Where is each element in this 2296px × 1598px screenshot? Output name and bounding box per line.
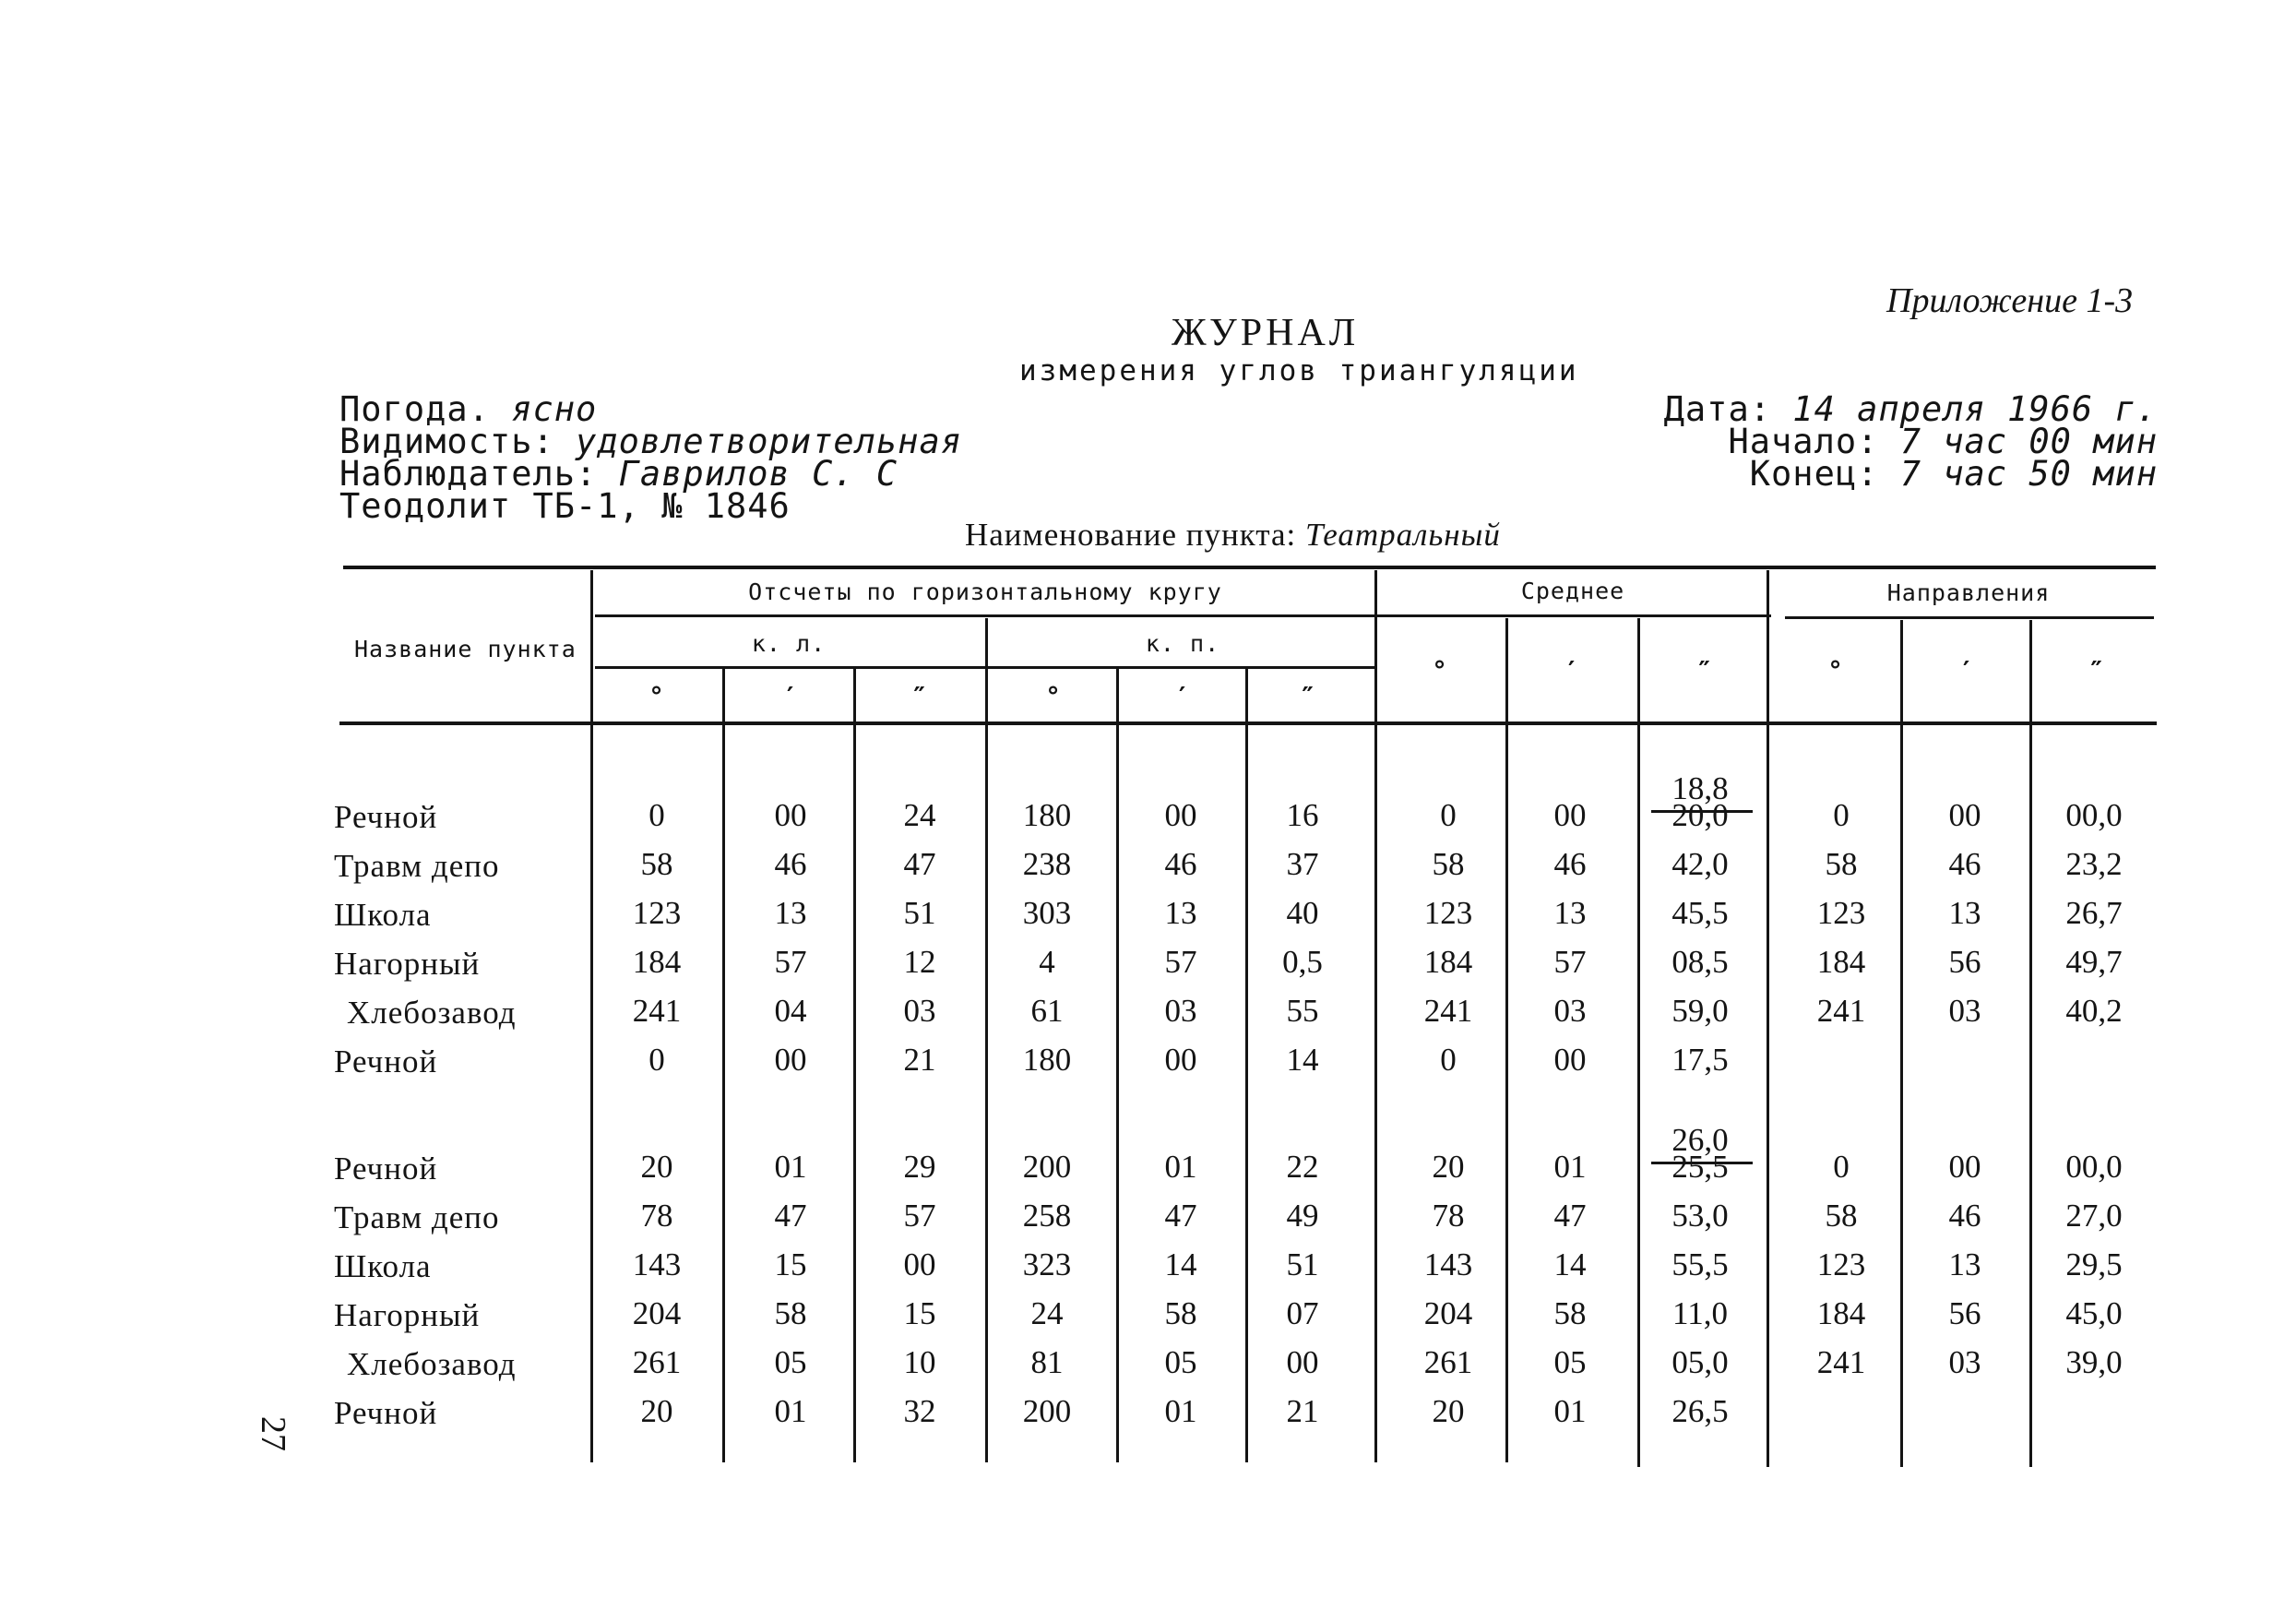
table-cell-kl-m: 46 — [774, 846, 807, 882]
table-cell-n-d: 123 — [1816, 895, 1866, 931]
table-cell-n-s: 00,0 — [2065, 1149, 2123, 1185]
table-cell-kl-s: 32 — [903, 1393, 936, 1429]
table-cell-n-d: 58 — [1825, 1198, 1858, 1234]
table-cell-m-m: 46 — [1553, 846, 1587, 882]
appendix-label: Приложение 1-3 — [1886, 281, 2134, 320]
column-rule — [1245, 669, 1248, 1462]
table-cell-m-s: 45,5 — [1671, 895, 1729, 931]
table-cell-n-s: 23,2 — [2065, 846, 2123, 882]
point-value: Театральный — [1305, 517, 1501, 553]
table-cell-m-s: 20,0 — [1671, 797, 1729, 833]
observer-value: Гаврилов С. С — [618, 454, 898, 494]
observer-label: Наблюдатель: — [339, 454, 598, 494]
table-cell-n-s: 39,0 — [2065, 1344, 2123, 1380]
visibility-label: Видимость: — [339, 422, 554, 461]
weather-value: ясно — [511, 389, 598, 429]
header-bottom-rule — [339, 721, 2157, 725]
table-cell-kp-m: 00 — [1164, 797, 1197, 833]
table-cell-kl-s: 24 — [903, 797, 936, 833]
table-cell-n-m: 56 — [1948, 1295, 1981, 1331]
table-cell-n-d: 184 — [1816, 944, 1866, 980]
point-name-cell: Речной — [334, 1395, 438, 1431]
table-cell-kl-m: 57 — [774, 944, 807, 980]
table-cell-kl-s: 47 — [903, 846, 936, 882]
table-cell-n-d: 241 — [1816, 1344, 1866, 1380]
column-rule — [853, 669, 856, 1462]
table-cell-kl-m: 15 — [774, 1246, 807, 1282]
column-rule — [1637, 618, 1640, 1467]
table-cell-m-m: 47 — [1553, 1198, 1587, 1234]
table-cell-kl-m: 00 — [774, 1042, 807, 1078]
point-name-cell: Хлебозавод — [347, 1346, 517, 1382]
table-cell-kp-m: 58 — [1164, 1295, 1197, 1331]
table-cell-kp-s: 49 — [1286, 1198, 1319, 1234]
table-cell-kp-s: 14 — [1286, 1042, 1319, 1078]
date-value: 14 апреля 1966 г. — [1792, 389, 2158, 429]
table-cell-n-m: 03 — [1948, 993, 1981, 1029]
table-cell-kl-d: 0 — [648, 797, 665, 833]
table-cell-kl-d: 184 — [632, 944, 682, 980]
table-cell-m-d: 78 — [1432, 1198, 1465, 1234]
kl-min-unit: ′ — [782, 681, 799, 711]
table-cell-kp-s: 16 — [1286, 797, 1319, 833]
table-cell-n-m: 00 — [1948, 797, 1981, 833]
header-rule-1b — [1785, 616, 2154, 619]
table-cell-m-s: 26,5 — [1671, 1393, 1729, 1429]
header-rule-1 — [595, 614, 1771, 617]
table-cell-m-m: 01 — [1553, 1149, 1587, 1185]
column-rule — [590, 570, 593, 1462]
kp-deg-unit: ° — [1045, 681, 1062, 711]
table-cell-kp-s: 55 — [1286, 993, 1319, 1029]
table-cell-kl-s: 15 — [903, 1295, 936, 1331]
table-cell-n-m: 56 — [1948, 944, 1981, 980]
table-cell-kp-m: 05 — [1164, 1344, 1197, 1380]
table-cell-m-d: 58 — [1432, 846, 1465, 882]
table-cell-n-d: 184 — [1816, 1295, 1866, 1331]
table-cell-kl-d: 58 — [640, 846, 673, 882]
point-name-line — [965, 517, 1501, 554]
table-cell-m-d: 20 — [1432, 1149, 1465, 1185]
mean-deg-unit: ° — [1432, 655, 1448, 686]
table-cell-n-m: 03 — [1948, 1344, 1981, 1380]
point-name-cell: Хлебозавод — [347, 995, 517, 1031]
table-cell-n-m: 46 — [1948, 846, 1981, 882]
table-cell-kl-m: 01 — [774, 1149, 807, 1185]
table-cell-m-m: 58 — [1553, 1295, 1587, 1331]
table-cell-m-d: 184 — [1423, 944, 1473, 980]
table-cell-kp-m: 01 — [1164, 1149, 1197, 1185]
column-rule — [985, 618, 988, 1462]
table-cell-n-d: 58 — [1825, 846, 1858, 882]
table-cell-n-d: 123 — [1816, 1246, 1866, 1282]
point-name-cell: Речной — [334, 799, 438, 835]
table-cell-m-m: 57 — [1553, 944, 1587, 980]
table-cell-m-d: 123 — [1423, 895, 1473, 931]
table-cell-n-d: 0 — [1833, 797, 1850, 833]
column-rule — [722, 669, 725, 1462]
dir-sec-unit: ″ — [2088, 655, 2105, 686]
column-rule — [1900, 620, 1903, 1467]
dir-deg-unit: ° — [1827, 655, 1844, 686]
theodolite-line: Теодолит ТБ-1, № 1846 — [339, 486, 791, 526]
table-cell-kl-s: 00 — [903, 1246, 936, 1282]
kp-min-unit: ′ — [1174, 681, 1191, 711]
table-cell-n-s: 27,0 — [2065, 1198, 2123, 1234]
table-cell-m-s: 17,5 — [1671, 1042, 1729, 1078]
table-cell-kl-d: 0 — [648, 1042, 665, 1078]
table-cell-kp-d: 200 — [1022, 1393, 1072, 1429]
journal-subtitle: измерения углов триангуляции — [1019, 354, 1579, 388]
date-label: Дата: — [1663, 389, 1772, 429]
table-cell-m-m: 14 — [1553, 1246, 1587, 1282]
table-cell-kp-d: 61 — [1030, 993, 1064, 1029]
table-cell-kp-d: 258 — [1022, 1198, 1072, 1234]
mean-sec-unit: ″ — [1696, 655, 1713, 686]
table-cell-kp-d: 24 — [1030, 1295, 1064, 1331]
column-rule — [1116, 669, 1119, 1462]
point-name-cell: Школа — [334, 897, 432, 933]
table-cell-m-s: 53,0 — [1671, 1198, 1729, 1234]
table-cell-kp-m: 46 — [1164, 846, 1197, 882]
table-cell-kp-s: 0,5 — [1282, 944, 1323, 980]
table-cell-m-d: 261 — [1423, 1344, 1473, 1380]
table-cell-n-s: 49,7 — [2065, 944, 2123, 980]
table-cell-m-m: 00 — [1553, 797, 1587, 833]
table-cell-n-s: 29,5 — [2065, 1246, 2123, 1282]
table-cell-n-s: 45,0 — [2065, 1295, 2123, 1331]
point-name-cell: Нагорный — [334, 946, 481, 982]
table-cell-m-d: 143 — [1423, 1246, 1473, 1282]
kl-deg-unit: ° — [648, 681, 665, 711]
table-cell-n-d: 0 — [1833, 1149, 1850, 1185]
table-cell-m-s: 59,0 — [1671, 993, 1729, 1029]
column-rule — [2029, 620, 2032, 1467]
table-cell-kp-m: 47 — [1164, 1198, 1197, 1234]
table-cell-kp-d: 180 — [1022, 1042, 1072, 1078]
mean-seconds-top: 26,0 — [1671, 1122, 1729, 1158]
table-cell-kl-s: 57 — [903, 1198, 936, 1234]
column-rule — [1505, 618, 1508, 1462]
table-cell-m-s: 11,0 — [1672, 1295, 1728, 1331]
table-cell-n-d: 241 — [1816, 993, 1866, 1029]
table-cell-kp-d: 4 — [1039, 944, 1055, 980]
table-cell-m-d: 0 — [1440, 797, 1457, 833]
table-cell-kl-s: 10 — [903, 1344, 936, 1380]
table-cell-kl-d: 20 — [640, 1149, 673, 1185]
table-cell-kp-m: 57 — [1164, 944, 1197, 980]
column-rule — [1767, 570, 1769, 1467]
table-cell-kl-s: 51 — [903, 895, 936, 931]
table-top-rule — [343, 566, 2156, 569]
table-cell-kp-d: 200 — [1022, 1149, 1072, 1185]
end-value: 7 час 50 мин — [1899, 454, 2158, 494]
table-cell-m-d: 241 — [1423, 993, 1473, 1029]
table-cell-n-s: 26,7 — [2065, 895, 2123, 931]
start-label: Начало: — [1728, 422, 1879, 461]
table-cell-kp-s: 37 — [1286, 846, 1319, 882]
table-cell-kp-d: 238 — [1022, 846, 1072, 882]
col-header-mean: Среднее — [1520, 578, 1625, 604]
table-cell-m-d: 0 — [1440, 1042, 1457, 1078]
table-cell-n-m: 46 — [1948, 1198, 1981, 1234]
table-cell-m-m: 03 — [1553, 993, 1587, 1029]
point-name-cell: Речной — [334, 1151, 438, 1187]
mean-min-unit: ′ — [1564, 655, 1580, 686]
kp-sec-unit: ″ — [1300, 681, 1316, 711]
end-line — [1750, 454, 2158, 494]
table-cell-kl-d: 20 — [640, 1393, 673, 1429]
table-cell-kl-m: 58 — [774, 1295, 807, 1331]
table-cell-kp-s: 22 — [1286, 1149, 1319, 1185]
table-cell-n-s: 40,2 — [2065, 993, 2123, 1029]
end-label: Конец: — [1749, 454, 1879, 494]
table-cell-m-s: 55,5 — [1671, 1246, 1729, 1282]
point-name-cell: Травм депо — [334, 1199, 500, 1235]
table-cell-kl-m: 05 — [774, 1344, 807, 1380]
weather-label: Погода. — [339, 389, 490, 429]
table-cell-kp-m: 00 — [1164, 1042, 1197, 1078]
table-cell-kp-d: 303 — [1022, 895, 1072, 931]
start-value: 7 час 00 мин — [1899, 422, 2158, 461]
table-cell-m-m: 13 — [1553, 895, 1587, 931]
table-cell-kl-m: 04 — [774, 993, 807, 1029]
table-cell-m-s: 25,5 — [1671, 1149, 1729, 1185]
table-cell-kl-s: 29 — [903, 1149, 936, 1185]
table-cell-kp-d: 81 — [1030, 1344, 1064, 1380]
table-cell-kl-d: 261 — [632, 1344, 682, 1380]
dir-min-unit: ′ — [1958, 655, 1975, 686]
journal-title: ЖУРНАЛ — [1172, 312, 1360, 354]
point-name-cell: Нагорный — [334, 1297, 481, 1333]
col-header-directions: Направления — [1886, 579, 2051, 606]
point-name-cell: Травм депо — [334, 848, 500, 884]
table-cell-kl-s: 12 — [903, 944, 936, 980]
table-cell-n-m: 13 — [1948, 1246, 1981, 1282]
table-cell-kl-d: 123 — [632, 895, 682, 931]
table-cell-kp-s: 00 — [1286, 1344, 1319, 1380]
table-cell-kl-s: 21 — [903, 1042, 936, 1078]
table-cell-kl-d: 78 — [640, 1198, 673, 1234]
point-name-cell: Школа — [334, 1248, 432, 1284]
table-cell-m-m: 00 — [1553, 1042, 1587, 1078]
col-header-kl: к. л. — [751, 630, 827, 657]
table-cell-kl-m: 00 — [774, 797, 807, 833]
mean-seconds-top: 18,8 — [1671, 770, 1729, 806]
kl-sec-unit: ″ — [911, 681, 928, 711]
point-name-cell: Речной — [334, 1043, 438, 1079]
column-rule — [1374, 570, 1377, 1462]
table-cell-kp-m: 01 — [1164, 1393, 1197, 1429]
col-header-name: Название пункта — [354, 636, 577, 662]
table-cell-m-m: 01 — [1553, 1393, 1587, 1429]
table-cell-m-m: 05 — [1553, 1344, 1587, 1380]
table-cell-kl-d: 204 — [632, 1295, 682, 1331]
page-number: 27 — [254, 1416, 292, 1451]
table-cell-kl-m: 13 — [774, 895, 807, 931]
table-cell-n-m: 13 — [1948, 895, 1981, 931]
table-cell-kp-m: 13 — [1164, 895, 1197, 931]
table-cell-kp-d: 180 — [1022, 797, 1072, 833]
table-cell-kp-m: 03 — [1164, 993, 1197, 1029]
table-cell-kp-d: 323 — [1022, 1246, 1072, 1282]
table-cell-m-d: 20 — [1432, 1393, 1465, 1429]
table-cell-kp-s: 07 — [1286, 1295, 1319, 1331]
table-cell-m-s: 05,0 — [1671, 1344, 1729, 1380]
col-header-kp: к. п. — [1145, 630, 1220, 657]
table-cell-kl-s: 03 — [903, 993, 936, 1029]
table-cell-kl-d: 241 — [632, 993, 682, 1029]
table-cell-m-s: 08,5 — [1671, 944, 1729, 980]
visibility-value: удовлетворительная — [576, 422, 963, 461]
table-cell-kp-m: 14 — [1164, 1246, 1197, 1282]
table-cell-kl-d: 143 — [632, 1246, 682, 1282]
table-cell-kp-s: 51 — [1286, 1246, 1319, 1282]
point-label: Наименование пункта: — [965, 517, 1297, 553]
table-cell-m-d: 204 — [1423, 1295, 1473, 1331]
table-cell-kp-s: 40 — [1286, 895, 1319, 931]
table-cell-m-s: 42,0 — [1671, 846, 1729, 882]
table-cell-n-m: 00 — [1948, 1149, 1981, 1185]
table-cell-n-s: 00,0 — [2065, 797, 2123, 833]
table-cell-kl-m: 47 — [774, 1198, 807, 1234]
table-cell-kp-s: 21 — [1286, 1393, 1319, 1429]
col-header-readings: Отсчеты по горизонтальному кругу — [748, 578, 1222, 605]
table-cell-kl-m: 01 — [774, 1393, 807, 1429]
